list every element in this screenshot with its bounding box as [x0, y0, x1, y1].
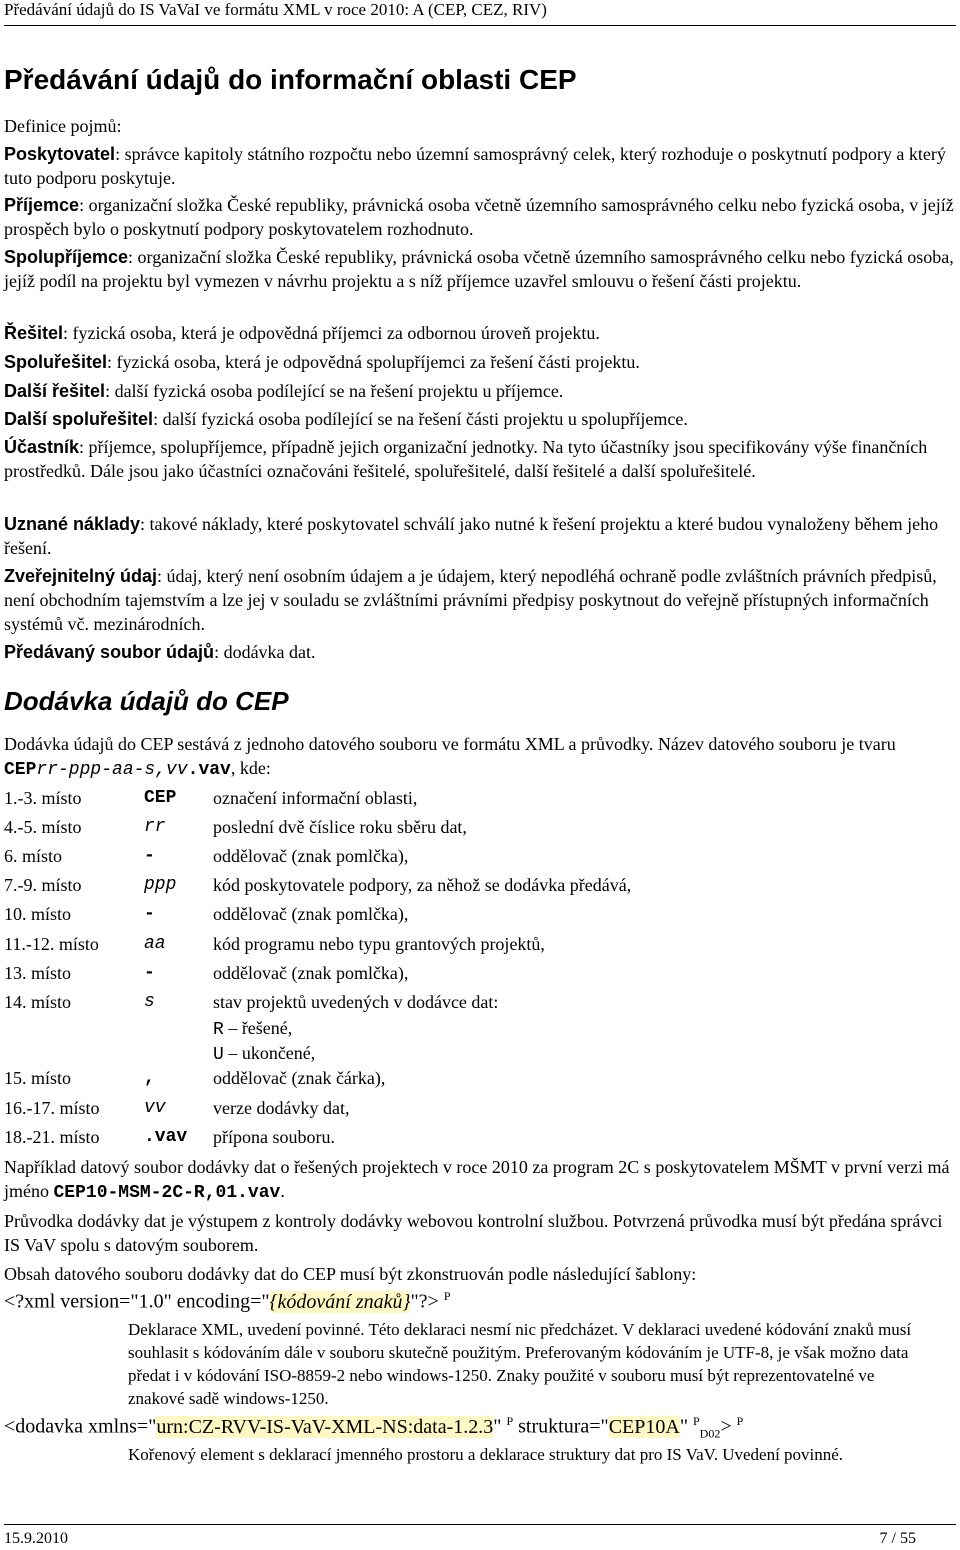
def-term: Řešitel: [4, 323, 64, 343]
struktura-value: CEP10A: [608, 1415, 680, 1438]
def-uznane-naklady: [4, 512, 956, 560]
xml-declaration: <?xml version="1.0" encoding="{kódování znaků}"?> $^P$: [4, 1289, 451, 1313]
example-filename: CEP10-MSM-2C-R,01.vav: [53, 1183, 281, 1203]
def-term: Příjemce: [4, 195, 80, 215]
xml-declaration-note: Deklarace XML, uvedení povinné. Této deklaraci nesmí nic předcházet. V deklaraci uvedené kódování znaků musí souhlasit s kódováním dále v souboru skutečně použitým. Preferovaným kódováním je UTF-8, je však možno data předat i v kódování ISO-8859-2 nebo windows-1250. Znaky použité v souboru musí být reprezentovatelné ve znakové sadě windows-1250.: [128, 1320, 912, 1408]
running-header: Předávání údajů do IS VaVaI ve formátu XML v roce 2010: A (CEP, CEZ, RIV): [4, 0, 547, 19]
def-spoluprijemce: [4, 245, 956, 293]
def-text: : takové náklady, které poskytovatel schválí jako nutné k řešení projektu a které budou vynaloženy během jeho řešení.: [4, 514, 939, 558]
root-element-note: Kořenový element s deklarací jmenného prostoru a deklarace struktury dat pro IS VaV. Uvedení povinné.: [128, 1445, 844, 1464]
pattern-rest: rr-ppp-aa-s,vv: [36, 760, 188, 780]
section-heading-cep: Předávání údajů do informační oblasti CEP: [4, 64, 577, 95]
filename-intro: Dodávka údajů do CEP sestává z jednoho datového souboru ve formátu XML a průvodky. Název datového souboru je tvaru CEPrr-ppp-aa-s,vv.vav, kde:: [4, 734, 896, 780]
def-poskytovatel: [4, 142, 956, 190]
def-term: Spoluřešitel: [4, 352, 108, 372]
def-text: : organizační složka České republiky, právnická osoba včetně územního samosprávného celku nebo fyzická osoba, v jejíž prospěch bylo o poskytnutí podpory poskytovatelem rozhodnuto.: [4, 195, 954, 239]
footer-page-number: 7 / 55: [879, 1530, 916, 1547]
def-resitel: [4, 321, 956, 345]
root-element: <dodavka xmlns="urn:CZ-RVV-IS-VaV-XML-NS:data-1.2.3" $^P$ struktura="CEP10A" $^P_{D02}$> $^P$: [4, 1414, 744, 1441]
def-text: : organizační složka České republiky, právnická osoba včetně územního samosprávného celku nebo fyzická osoba, jejíž podíl na projektu byl vymezen v návrhu projektu a s níž příjemce uzavřel smlouvu o řešení části projektu.: [4, 247, 954, 291]
pruvodka-paragraph: Průvodka dodávky dat je výstupem z kontroly dodávky webovou kontrolní službou. Potvrzená průvodka musí být předána správci IS VaV spolu s datovým souborem.: [4, 1211, 943, 1255]
pattern-cep: CEP: [4, 760, 37, 780]
obsah-paragraph: Obsah datového souboru dodávky dat do CEP musí být zkonstruován podle následující šablony:: [4, 1264, 697, 1284]
def-zverejnitelny-udaj: [4, 564, 956, 636]
def-text: : dodávka dat.: [214, 642, 316, 662]
xml-encoding-value: {kódování znaků}: [269, 1290, 411, 1313]
def-text: : fyzická osoba, která je odpovědná spolupříjemci za řešení části projektu.: [107, 352, 640, 372]
footer-date: 15.9.2010: [4, 1530, 68, 1547]
header-rule: [4, 25, 956, 26]
def-text: : další fyzická osoba podílející se na řešení projektu u příjemce.: [105, 381, 564, 401]
def-dalsi-spoluresitel: [4, 407, 956, 431]
def-term: Další spoluřešitel: [4, 409, 154, 429]
pattern-ext: .vav: [187, 760, 231, 780]
def-spoluresitel: [4, 350, 956, 374]
def-dalsi-resitel: [4, 379, 956, 403]
def-text: : fyzická osoba, která je odpovědná příjemci za odbornou úroveň projektu.: [63, 323, 600, 343]
def-ucastnik: [4, 435, 956, 483]
def-text: : údaj, který není osobním údajem a je údajem, který nepodléhá ochraně podle zvláštních právních předpisů, není obchodním tajemstvím a lze jej v souladu se zvláštními právními předpisy poskytnout do veřejně přístupných informačních systémů vč. mezinárodních.: [4, 566, 937, 634]
def-term: Zveřejnitelný údaj: [4, 566, 158, 586]
namespace-value: urn:CZ-RVV-IS-VaV-XML-NS:data-1.2.3: [156, 1415, 494, 1438]
def-text: : správce kapitoly státního rozpočtu nebo územní samosprávný celek, který rozhoduje o poskytnutí podpory a který tuto podporu poskytuje.: [4, 144, 946, 188]
section-heading-dodavka: Dodávka údajů do CEP: [4, 686, 289, 716]
footer-rule: [4, 1524, 956, 1525]
def-text: : další fyzická osoba podílející se na řešení části projektu u spolupříjemce.: [153, 409, 688, 429]
def-prijemce: [4, 193, 956, 241]
def-term: Další řešitel: [4, 381, 106, 401]
def-term: Účastník: [4, 437, 80, 457]
example-paragraph: Například datový soubor dodávky dat o řešených projektech v roce 2010 za program 2C s poskytovatelem MŠMT v první verzi má jméno CEP10-MSM-2C-R,01.vav.: [4, 1157, 950, 1203]
def-term: Spolupříjemce: [4, 247, 129, 267]
def-term: Poskytovatel: [4, 144, 116, 164]
def-term: Uznané náklady: [4, 514, 141, 534]
def-predavany-soubor: [4, 640, 956, 664]
definitions-intro: Definice pojmů:: [4, 116, 122, 136]
def-text: : příjemce, spolupříjemce, případně jejich organizační jednotky. Na tyto účastníky jsou specifikovány výše finančních prostředků. Dále jsou jako účastníci označováni řešitelé, spoluřešitelé, další řešitelé a další spoluřešitelé.: [4, 437, 928, 481]
def-term: Předávaný soubor údajů: [4, 642, 215, 662]
